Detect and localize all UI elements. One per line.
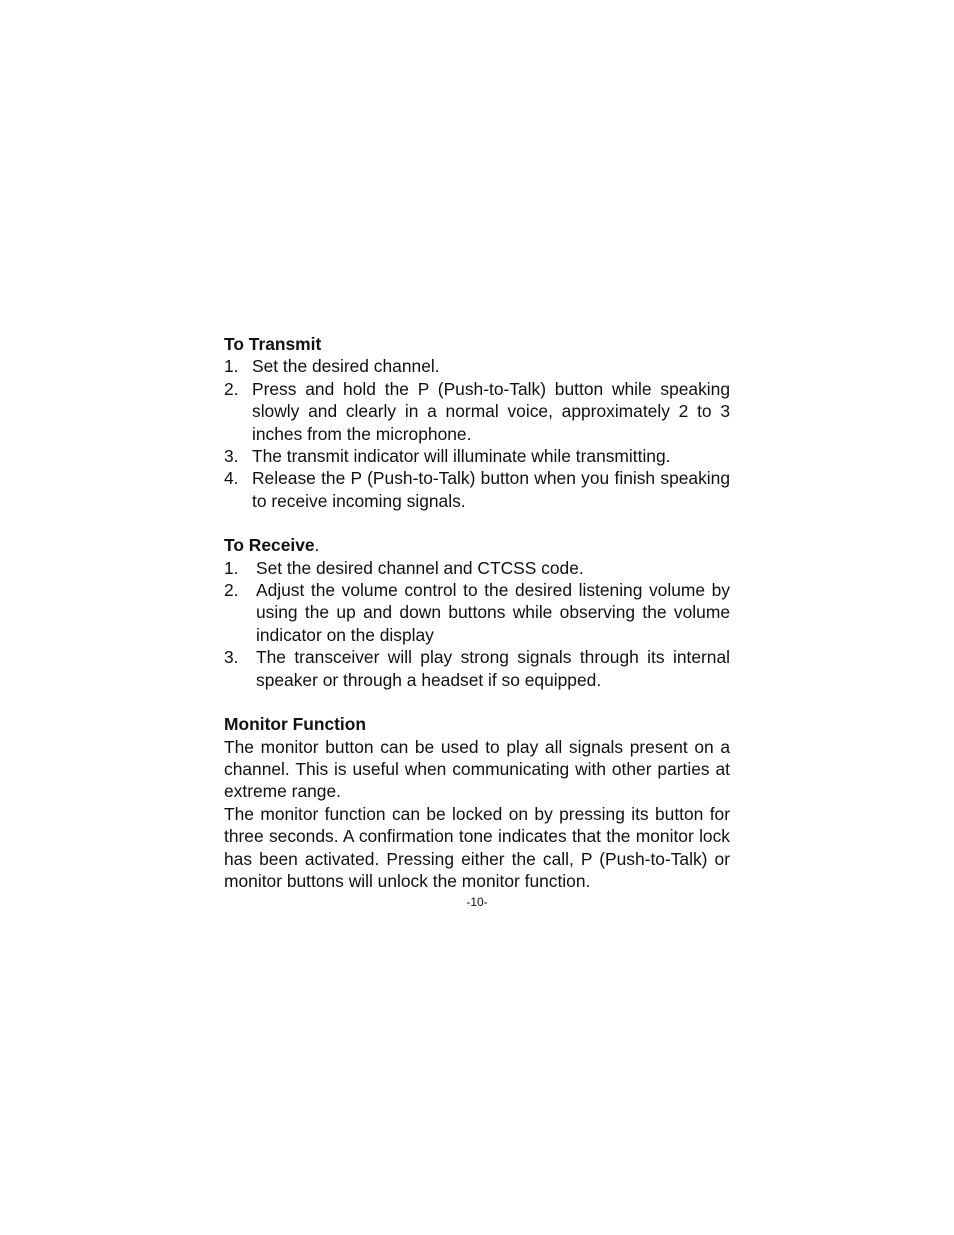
transmit-heading: To Transmit [224, 334, 322, 354]
list-item [224, 445, 730, 467]
step-text: Press and hold the P (Push-to-Talk) button while speaking slowly and clearly in a normal voice, approximately 2 to 3 inches from the microphone. [252, 378, 730, 444]
monitor-heading: Monitor Function [224, 714, 366, 735]
receive-heading-text: To Receive [224, 535, 315, 556]
step-text: Set the desired channel and CTCSS code. [256, 557, 584, 578]
step-number: 2. [224, 378, 239, 399]
receive-heading [224, 534, 730, 556]
step-text: Set the desired channel. [252, 356, 440, 377]
list-item [224, 557, 730, 579]
receive-steps [224, 557, 730, 691]
step-number: 3. [224, 446, 239, 467]
step-number: 1. [224, 557, 239, 578]
step-number: 4. [224, 468, 239, 489]
step-number: 3. [224, 647, 239, 668]
monitor-section [224, 713, 730, 892]
monitor-paragraph-2: The monitor function can be locked on by pressing its button for three seconds. A confirmation tone indicates that the monitor lock has been activated. Pressing either the call, P (Push-to-Talk) or monitor buttons will unlock the monitor function. [224, 803, 730, 891]
receive-section [224, 534, 730, 691]
transmit-section [224, 333, 730, 512]
list-item [224, 579, 730, 646]
step-text: Adjust the volume control to the desired listening volume by using the up and down buttons while observing the volume indicator on the display [256, 580, 730, 645]
step-text: Release the P (Push-to-Talk) button when you finish speaking to receive incoming signals. [252, 468, 730, 511]
step-text: The transmit indicator will illuminate while transmitting. [252, 446, 671, 467]
list-item [224, 467, 730, 512]
list-item [224, 646, 730, 691]
list-item [224, 355, 730, 377]
step-number: 2. [224, 580, 239, 601]
receive-heading-suffix: . [314, 535, 320, 556]
step-text: The transceiver will play strong signals through its internal speaker or through a headset if so equipped. [256, 647, 730, 690]
monitor-paragraph-1: The monitor button can be used to play all signals present on a channel. This is useful when communicating with other parties at extreme range. [224, 736, 730, 802]
page-content [224, 333, 730, 892]
transmit-steps [224, 355, 730, 512]
list-item [224, 378, 730, 445]
step-number: 1. [224, 356, 239, 377]
page-number: -10- [466, 895, 488, 909]
